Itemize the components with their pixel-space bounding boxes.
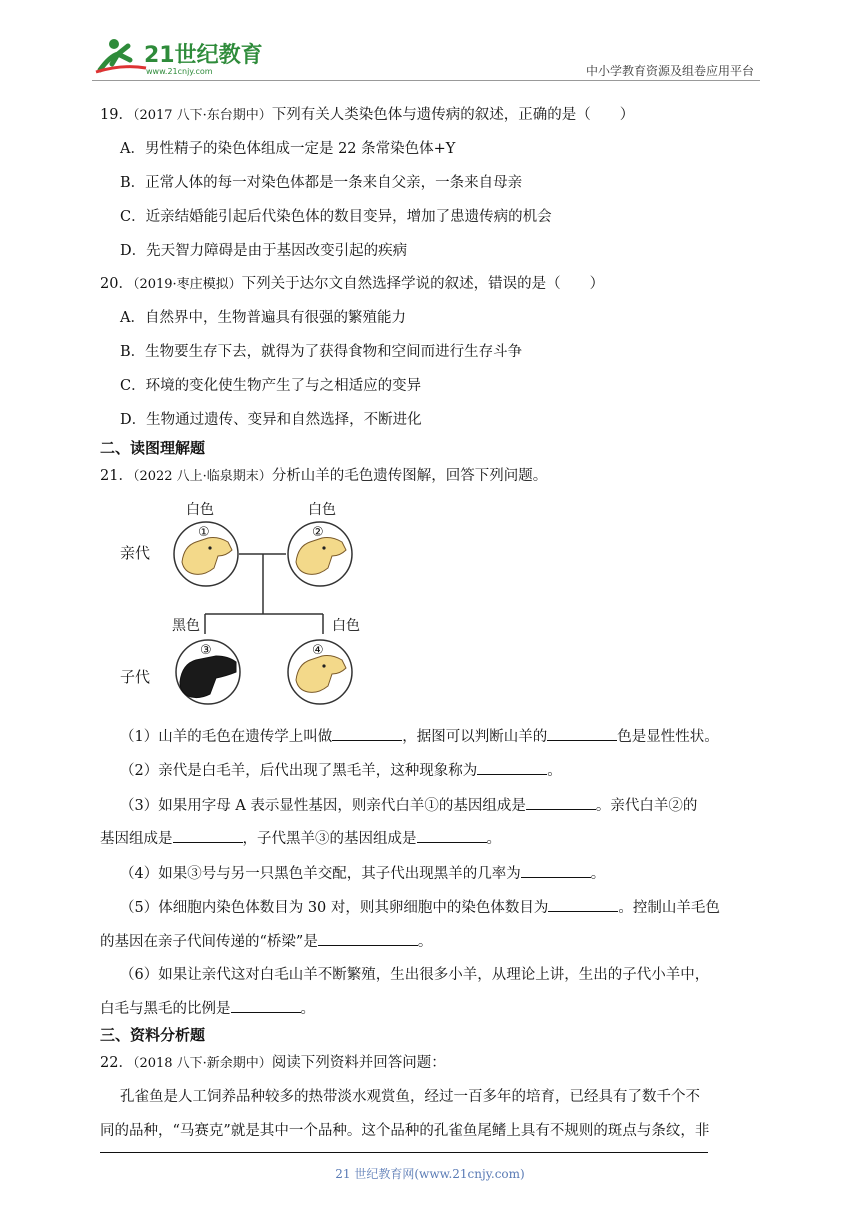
q21-sub3: （3）如果用字母 A 表示显性基因，则亲代白羊①的基因组成是 。亲代白羊②的 [120,795,697,816]
q21-sub5: （5）体细胞内染色体数目为 30 对，则其卵细胞中的染色体数目为 。控制山羊毛色 [120,897,720,918]
offspring-generation-label: 子代 [120,668,151,686]
svg-text:②: ② [312,525,324,540]
q20-stem: 20．（2019·枣庄模拟）下列关于达尔文自然选择学说的叙述，错误的是（ ） [100,276,605,292]
svg-text:www.21cnjy.com: www.21cnjy.com [146,67,213,76]
q19-option-c: C．近亲结婚能引起后代染色体的数目变异，增加了患遗传病的机会 [120,209,552,225]
q20-option-a: A．自然界中，生物普遍具有很强的繁殖能力 [120,310,406,326]
q21-sub2: （2）亲代是白毛羊，后代出现了黑毛羊，这种现象称为 。 [120,760,562,781]
parent-generation-label: 亲代 [120,544,151,562]
svg-text:21世纪教育: 21世纪教育 [144,43,262,68]
svg-text:白色: 白色 [332,618,360,634]
q21-sub6-cont: 白毛与黑毛的比例是 。 [100,998,315,1019]
svg-text:白色: 白色 [308,502,336,518]
q22-stem: 22．（2018 八下·新余期中）阅读下列资料并回答问题： [100,1055,446,1071]
goat-4-offspring [288,618,360,704]
svg-text:①: ① [198,525,210,540]
q22-passage-line-2: 同的品种，“马赛克”就是其中一个品种。这个品种的孔雀鱼尾鳍上具有不规则的斑点与条纹，非 [100,1123,710,1139]
q19-option-a: A．男性精子的染色体组成一定是 22 条常染色体+Y [120,141,456,157]
q19-stem: 19．（2017 八下·东台期中）下列有关人类染色体与遗传病的叙述，正确的是（ ） [100,107,635,123]
q21-stem: 21．（2022 八上·临泉期末）分析山羊的毛色遗传图解，回答下列问题。 [100,468,548,484]
svg-text:白色: 白色 [186,502,214,518]
goat-3-offspring [172,618,240,704]
footer-divider [100,1152,708,1153]
svg-text:③: ③ [200,643,212,658]
q21-sub4: （4）如果③号与另一只黑色羊交配，其子代出现黑羊的几率为 。 [120,863,605,884]
q20-option-c: C．环境的变化使生物产生了与之相适应的变异 [120,378,422,394]
q21-sub3-cont: 基因组成是 ，子代黑羊③的基因组成是 。 [100,828,501,849]
q19-option-d: D．先天智力障碍是由于基因改变引起的疾病 [120,243,408,259]
svg-text:④: ④ [312,643,324,658]
q21-sub5-cont: 的基因在亲子代间传递的“桥梁”是 。 [100,931,432,952]
q21-sub1: （1）山羊的毛色在遗传学上叫做 ，据图可以判断山羊的 色是显性性状。 [120,726,719,747]
goat-1-parent [174,502,238,586]
section-heading-3: 三、资料分析题 [100,1026,206,1044]
goat-2-parent [288,502,352,586]
q20-option-d: D．生物通过遗传、变异和自然选择，不断进化 [120,412,422,428]
svg-text:黑色: 黑色 [172,618,200,634]
q19-option-b: B．正常人体的每一对染色体都是一条来自父亲，一条来自母亲 [120,175,523,191]
header-divider [92,80,760,81]
section-heading-2: 二、读图理解题 [100,439,206,457]
q22-passage-line-1: 孔雀鱼是人工饲养品种较多的热带淡水观赏鱼，经过一百多年的培育，已经具有了数千个不 [120,1089,700,1105]
q21-sub6: （6）如果让亲代这对白毛山羊不断繁殖，生出很多小羊，从理论上讲，生出的子代小羊中， [120,967,710,983]
q20-option-b: B．生物要生存下去，就得为了获得食物和空间而进行生存斗争 [120,344,523,360]
goat-inheritance-diagram [118,496,378,718]
platform-name: 中小学教育资源及组卷应用平台 [585,64,754,78]
footer-site-link[interactable]: 21 世纪教育网(www.21cnjy.com) [335,1167,525,1181]
site-logo [92,34,262,78]
